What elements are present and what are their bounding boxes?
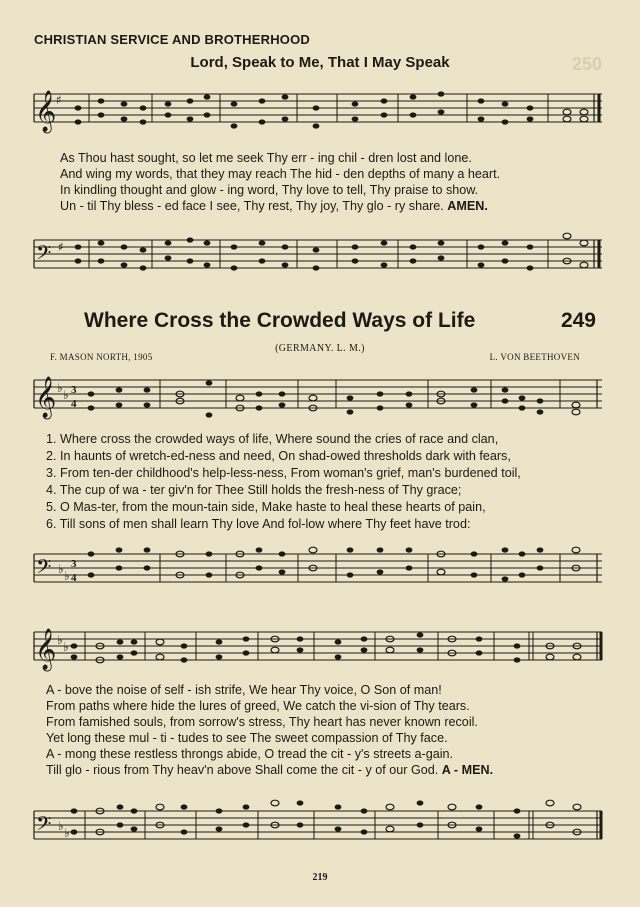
page-number: 219 xyxy=(312,872,328,883)
hymn-1-amen: AMEN. xyxy=(447,199,488,213)
svg-text:♯: ♯ xyxy=(58,240,64,254)
hymn-2-lyric-text: Till glo - rious from Thy heav'n above Shall come the cit - y of our God. xyxy=(46,763,439,777)
hymn-1-bass-staff xyxy=(0,232,640,282)
hymn-2-lyric-line: From paths where hide the lures of greed, We catch the vi-sion of Thy tears. xyxy=(46,699,470,713)
hymn-2-number: 249 xyxy=(560,309,596,332)
author-credit: F. MASON NORTH, 1905 xyxy=(50,352,153,362)
hymn-2-lyric-line: 2. In haunts of wretch-ed-ness and need, On shad-owed thresholds dark with fears, xyxy=(46,449,511,463)
bleed-through-number: 250 xyxy=(571,54,602,74)
svg-text:♭: ♭ xyxy=(64,826,70,840)
hymn-1-lyric-line xyxy=(60,199,488,214)
svg-text:𝄞: 𝄞 xyxy=(35,91,57,132)
hymn-2-lyric-line: 6. Till sons of men shall learn Thy love And fol-low where Thy feet have trod: xyxy=(46,517,471,531)
hymn-2-lyric-line: 1. Where cross the crowded ways of life, Where sound the cries of race and clan, xyxy=(46,432,499,446)
tune-name: (GERMANY. L. M.) xyxy=(275,343,365,354)
svg-text:𝄞: 𝄞 xyxy=(35,629,57,670)
hymn-1-lyric-line: In kindling thought and glow - ing word, Thy love to tell, Thy praise to show. xyxy=(60,183,479,197)
hymn-2-lyric-line: 3. From ten-der childhood's help-less-ness, From woman's grief, man's burdened toil, xyxy=(46,466,521,480)
svg-text:♭: ♭ xyxy=(58,562,64,576)
hymn-2-lyric-line: A - bove the noise of self - ish strife, We hear Thy voice, O Son of man! xyxy=(46,683,442,697)
hymn-2-lyric-line: A - mong these restless throngs abide, O tread the cit - y's streets a-gain. xyxy=(46,747,453,761)
svg-text:3: 3 xyxy=(71,558,77,570)
hymn-1-treble-staff xyxy=(0,86,640,146)
svg-text:♭: ♭ xyxy=(64,569,70,583)
hymn-2-lyric-line xyxy=(46,763,493,778)
svg-text:♭: ♭ xyxy=(57,633,63,647)
hymn-2-amen: A - MEN. xyxy=(441,763,494,777)
section-heading: CHRISTIAN SERVICE AND BROTHERHOOD xyxy=(34,32,311,47)
svg-text:♭: ♭ xyxy=(57,381,63,395)
hymn-2-bass-staff-1 xyxy=(0,546,640,596)
svg-text:𝄢: 𝄢 xyxy=(36,555,52,583)
hymn-2-title: Where Cross the Crowded Ways of Life xyxy=(84,309,476,332)
svg-text:4: 4 xyxy=(71,398,77,410)
svg-text:♭: ♭ xyxy=(63,640,69,654)
svg-text:4: 4 xyxy=(71,572,77,584)
hymn-2-lyric-line: Yet long these mul - ti - tudes to see The sweet compassion of Thy face. xyxy=(46,731,448,745)
hymn-1-title: Lord, Speak to Me, That I May Speak xyxy=(190,54,450,71)
hymn-2-lyric-line: 5. O Mas-ter, from the moun-tain side, Make haste to heal these hearts of pain, xyxy=(46,500,486,514)
svg-text:𝄢: 𝄢 xyxy=(36,241,52,269)
svg-text:𝄞: 𝄞 xyxy=(35,377,57,418)
hymn-1-lyric-line: And wing my words, that they may reach The hid - den depths of many a heart. xyxy=(60,167,501,181)
hymn-2-treble-staff-2 xyxy=(0,624,640,678)
hymn-2-bass-staff-2 xyxy=(0,803,640,853)
svg-text:3: 3 xyxy=(71,384,77,396)
svg-text:♭: ♭ xyxy=(63,388,69,402)
hymn-1-lyric-text: Un - til Thy bless - ed face I see, Thy rest, Thy joy, Thy glo - ry share. xyxy=(60,199,444,213)
composer-credit: L. VON BEETHOVEN xyxy=(489,352,580,362)
svg-text:♯: ♯ xyxy=(56,93,62,107)
hymn-2-lyric-line: From famished souls, from sorrow's stress, Thy heart has never known recoil. xyxy=(46,715,478,729)
svg-text:♭: ♭ xyxy=(58,819,64,833)
hymn-2-treble-staff-1 xyxy=(0,372,640,426)
svg-text:𝄢: 𝄢 xyxy=(36,812,52,840)
hymn-1-lyric-line: As Thou hast sought, so let me seek Thy err - ing chil - dren lost and lone. xyxy=(60,151,472,165)
hymn-2-lyric-line: 4. The cup of wa - ter giv'n for Thee Still holds the fresh-ness of Thy grace; xyxy=(46,483,462,497)
